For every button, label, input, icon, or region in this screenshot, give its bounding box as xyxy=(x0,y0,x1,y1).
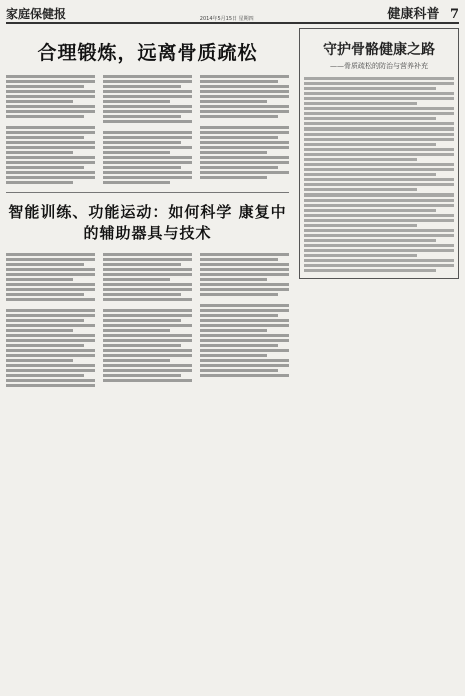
page-number: 7 xyxy=(449,7,459,22)
separator xyxy=(6,192,289,193)
masthead-right-title xyxy=(387,3,459,22)
masthead-left-title: 家庭保健报 xyxy=(6,7,67,21)
article-2-col-3 xyxy=(200,251,289,389)
article-1-headline: 合理锻炼，远离骨质疏松 xyxy=(37,42,258,64)
article-1-col-2 xyxy=(103,73,192,186)
masthead xyxy=(6,4,459,24)
article-2-col-1 xyxy=(6,251,95,389)
article-2-col-2 xyxy=(103,251,192,389)
article-1-col-3 xyxy=(200,73,289,186)
article-2-headline: 智能训练、功能运动：如何科学 康复中的辅助器具与技术 xyxy=(8,203,287,242)
sidebar-subtitle: ——骨质疏松的防治与营养补充 xyxy=(330,62,428,70)
article-1-col-1 xyxy=(6,73,95,186)
left-column xyxy=(6,28,289,389)
sidebar-title: 守护骨骼健康之路 xyxy=(323,42,435,58)
sidebar-box xyxy=(299,28,459,279)
right-column xyxy=(299,28,459,279)
section-title: 健康科普 xyxy=(387,7,440,22)
masthead-date: 2014年5月15日 星期四 xyxy=(199,16,254,22)
